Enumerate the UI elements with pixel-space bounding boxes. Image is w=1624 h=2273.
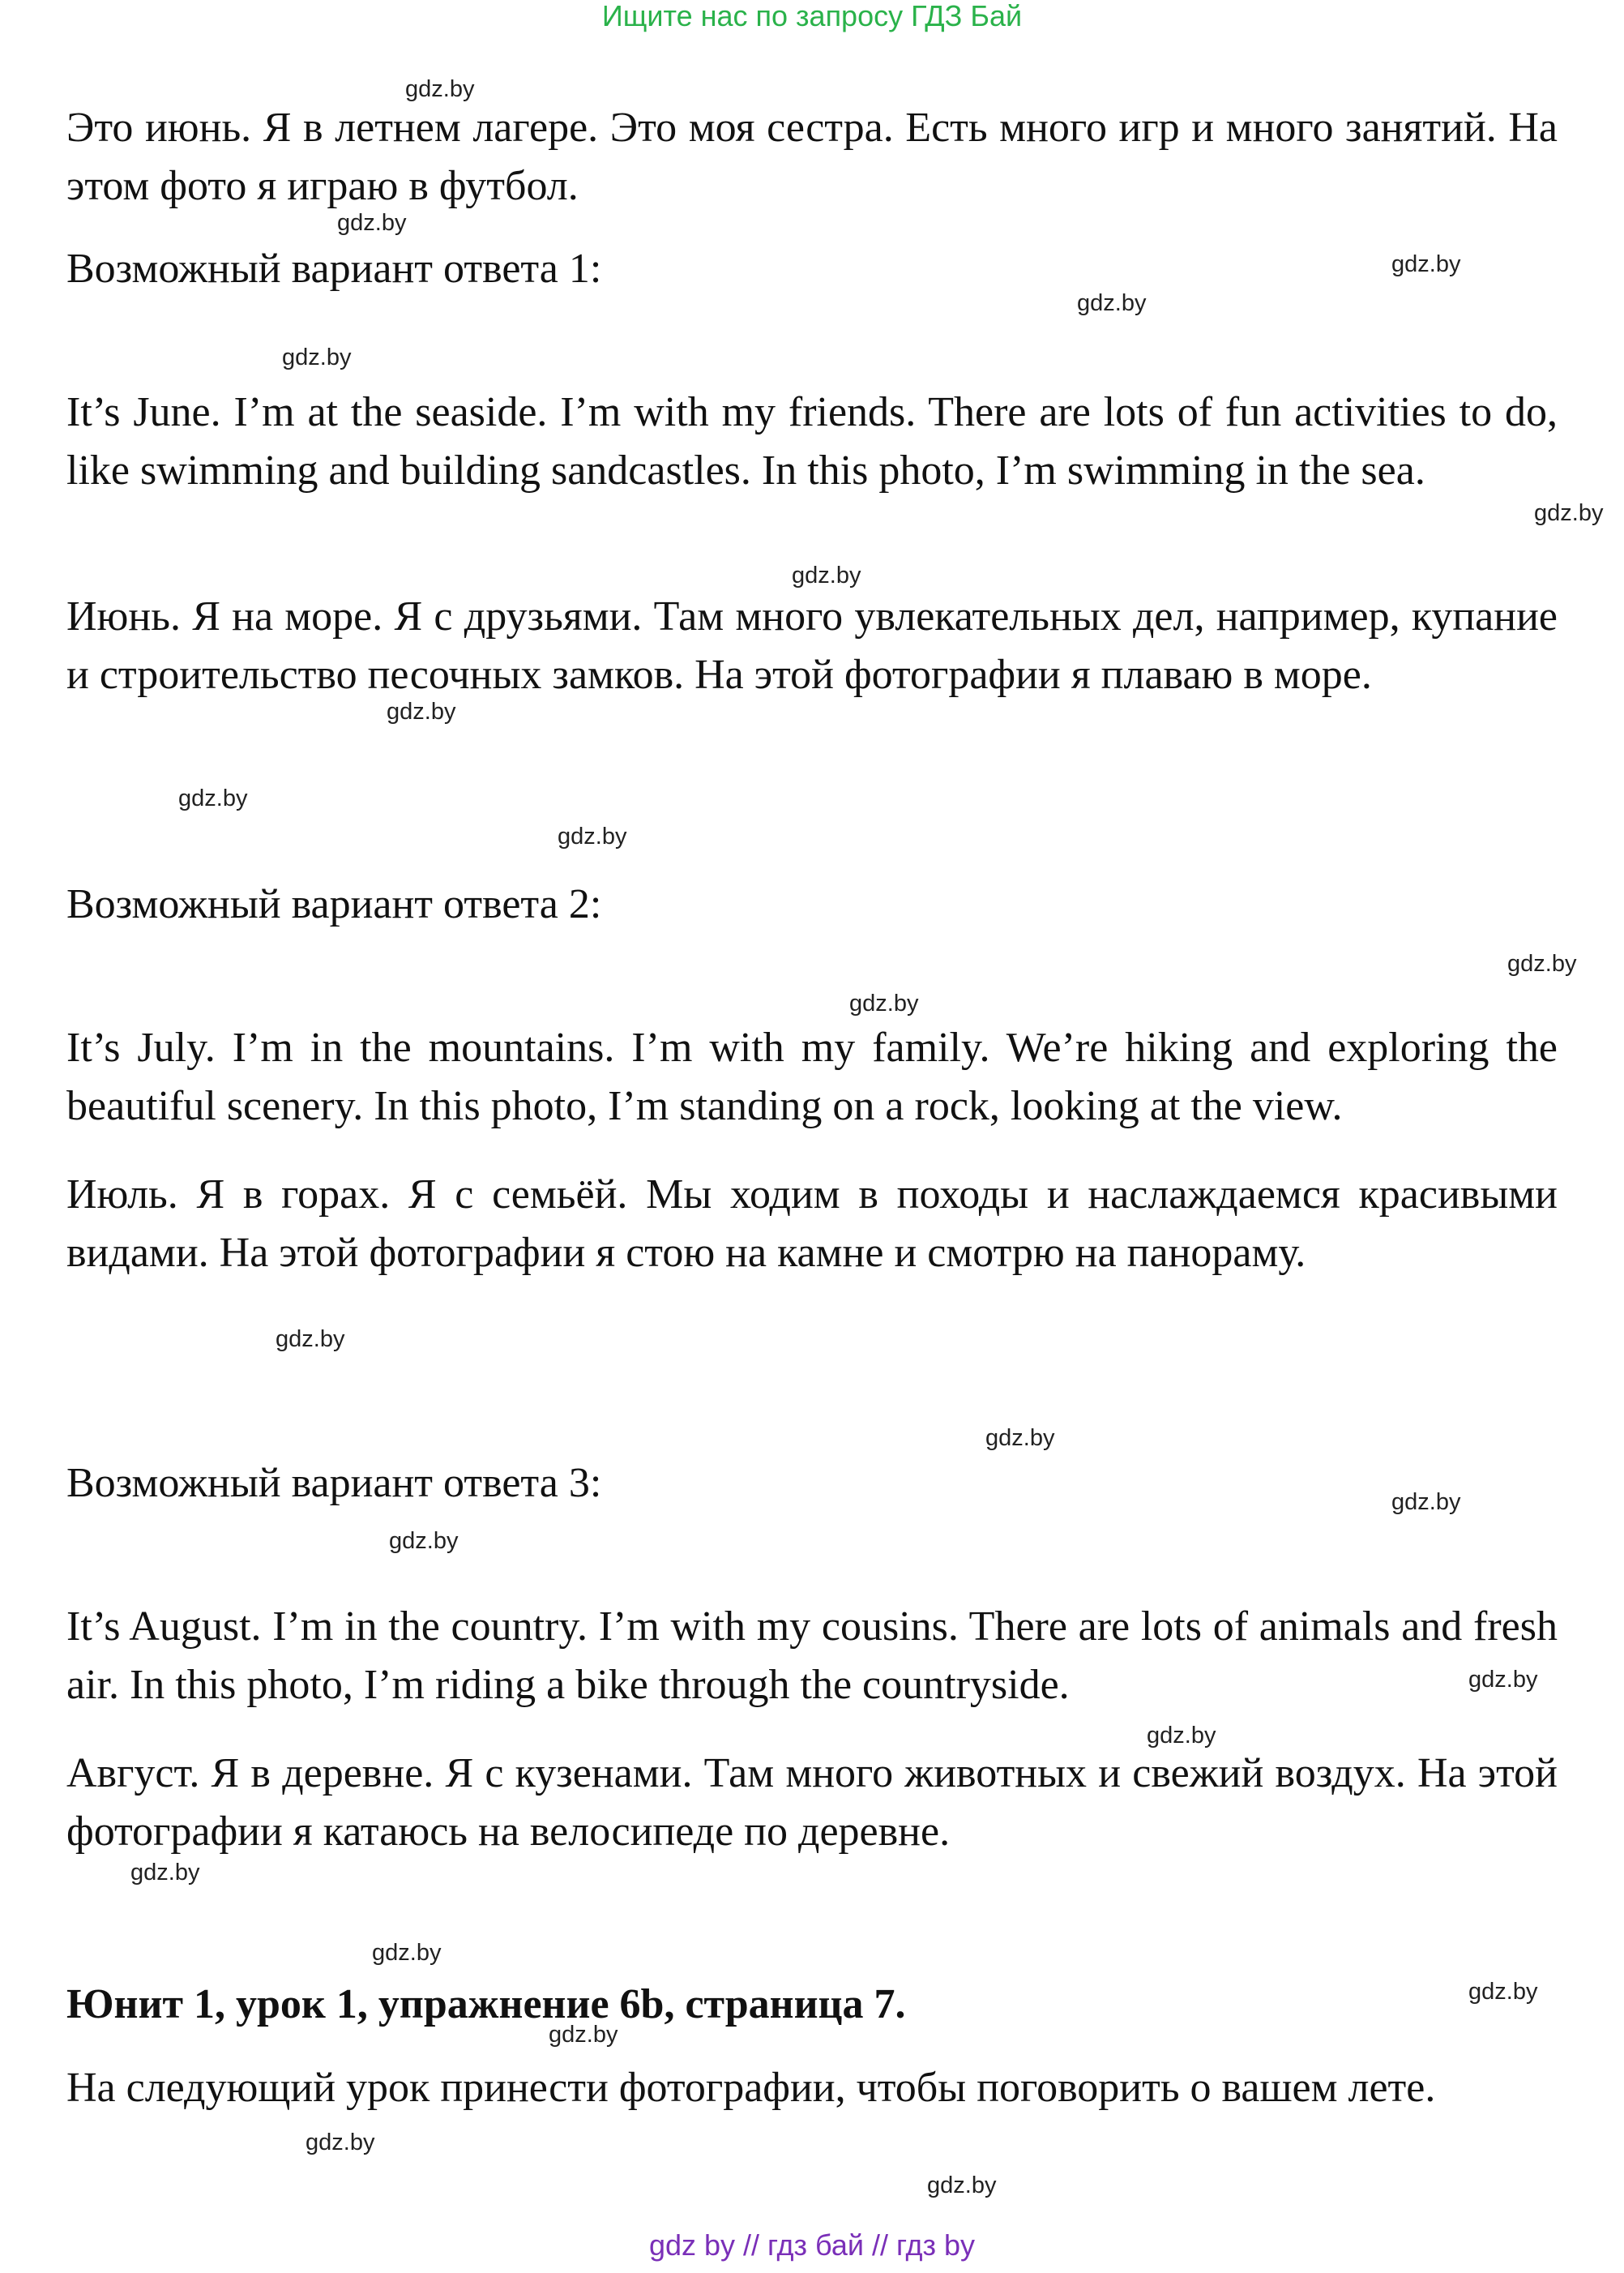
watermark: gdz.by [985,1425,1055,1451]
watermark: gdz.by [849,991,919,1017]
watermark: gdz.by [1391,251,1461,277]
variant-1-russian: Июнь. Я на море. Я с друзьями. Там много увлекательных дел, например, купание и строительство песочных замков. На этой фотографии я плаваю в море. [66,593,1558,698]
watermark: gdz.by [405,76,475,102]
variant-3-label: Возможный вариант ответа 3: [66,1460,602,1506]
watermark: gdz.by [1534,500,1604,526]
watermark: gdz.by [927,2172,997,2198]
watermark: gdz.by [306,2130,375,2155]
watermark: gdz.by [1468,1667,1538,1693]
variant-2-label: Возможный вариант ответа 2: [66,881,602,927]
watermark: gdz.by [276,1326,345,1352]
intro-paragraph: Это июнь. Я в летнем лагере. Это моя сестра. Есть много игр и много занятий. На этом фото я играю в футбол. [66,105,1558,209]
top-banner: Ищите нас по запросу ГДЗ Бай [601,0,1023,32]
watermark: gdz.by [337,210,407,236]
variant-3-english: It’s August. I’m in the country. I’m with my cousins. There are lots of animals and fresh air. In this photo, I’m riding a bike through the countryside. [66,1603,1558,1708]
variant-1-label: Возможный вариант ответа 1: [66,246,602,292]
watermark: gdz.by [1468,1979,1538,2005]
watermark: gdz.by [372,1940,442,1966]
watermark: gdz.by [282,345,352,370]
watermark: gdz.by [130,1860,200,1886]
watermark: gdz.by [387,699,456,725]
watermark: gdz.by [1391,1489,1461,1515]
watermark: gdz.by [178,785,248,811]
section-heading: Юнит 1, урок 1, упражнение 6b, страница 7. [66,1981,906,2027]
variant-1-english: It’s June. I’m at the seaside. I’m with my friends. There are lots of fun activities to do, like swimming and building sandcastles. In this photo, I’m swimming in the sea. [66,389,1558,494]
footer-links: gdz by // гдз бай // гдз by [648,2228,976,2262]
watermark: gdz.by [1147,1723,1216,1749]
watermark: gdz.by [792,563,861,589]
watermark: gdz.by [558,824,627,850]
variant-3-russian: Август. Я в деревне. Я с кузенами. Там много животных и свежий воздух. На этой фотографии я катаюсь на велосипеде по деревне. [66,1750,1558,1855]
watermark: gdz.by [389,1528,459,1554]
watermark: gdz.by [1077,290,1147,316]
variant-2-russian: Июль. Я в горах. Я с семьёй. Мы ходим в походы и наслаждаемся красивыми видами. На этой фотографии я стою на камне и смотрю на панораму. [66,1171,1558,1276]
variant-2-english: It’s July. I’m in the mountains. I’m with my family. We’re hiking and exploring the beautiful scenery. In this photo, I’m standing on a rock, looking at the view. [66,1025,1558,1129]
watermark: gdz.by [549,2022,618,2048]
section-text: На следующий урок принести фотографии, чтобы поговорить о вашем лете. [66,2065,1436,2111]
watermark: gdz.by [1507,951,1577,977]
